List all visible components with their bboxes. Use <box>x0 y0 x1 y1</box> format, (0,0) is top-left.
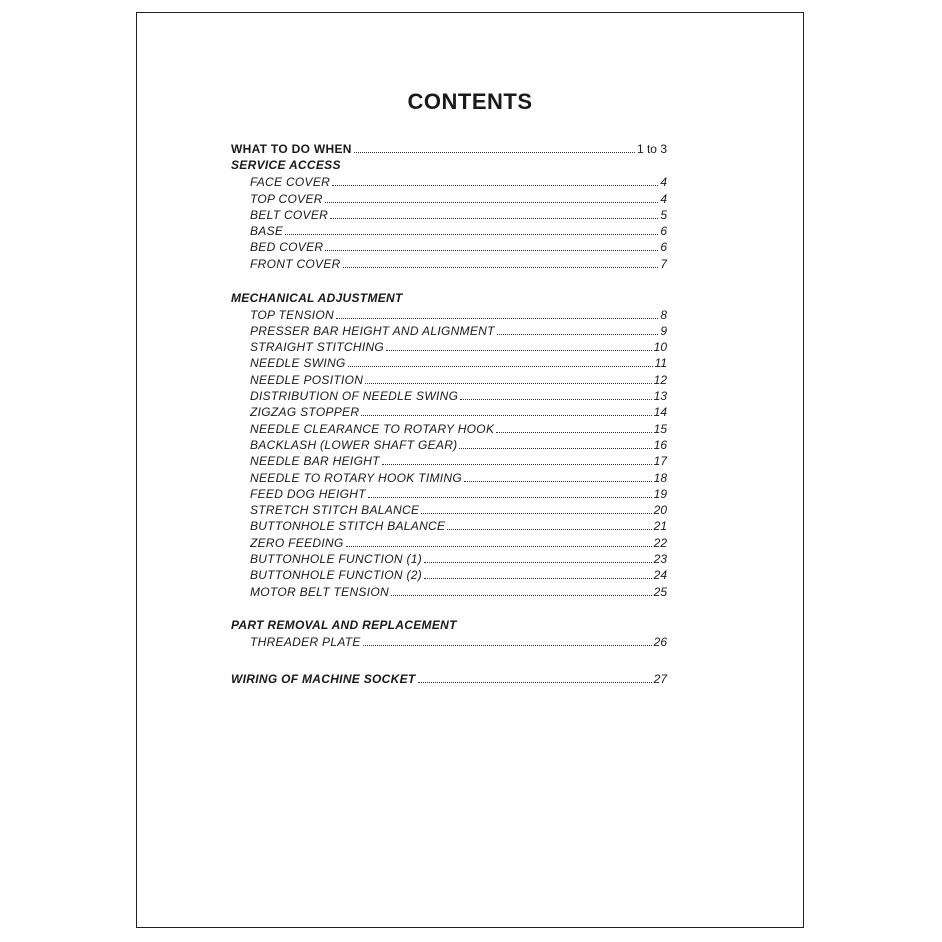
toc-entry[interactable] <box>231 535 667 551</box>
dot-leader <box>363 645 652 646</box>
dot-leader <box>285 234 658 235</box>
toc-entry[interactable] <box>231 551 667 567</box>
toc-entry[interactable] <box>231 207 667 223</box>
toc-entry[interactable] <box>231 584 667 600</box>
dot-leader <box>424 562 652 563</box>
toc-entry[interactable] <box>231 372 667 388</box>
toc-entry-page: 22 <box>653 535 667 550</box>
toc-entry[interactable] <box>231 486 667 502</box>
toc-entry-page: 20 <box>653 503 667 518</box>
toc-entry-page: 15 <box>653 421 667 436</box>
dot-leader <box>447 529 651 530</box>
toc-entry-page: 14 <box>653 405 667 420</box>
toc-entry-label: TOP TENSION <box>250 307 334 322</box>
dot-leader <box>325 250 658 251</box>
section-heading-part-removal: PART REMOVAL AND REPLACEMENT <box>231 618 457 633</box>
toc-entry-page: 24 <box>653 568 667 583</box>
toc-entry-page: 21 <box>653 519 667 534</box>
toc-entry[interactable] <box>231 567 667 583</box>
toc-entry-page: 4 <box>660 175 667 190</box>
dot-leader <box>368 497 652 498</box>
toc-entry-wiring-of-machine-socket[interactable] <box>231 671 667 687</box>
toc-entry[interactable] <box>231 191 667 207</box>
toc-entry-label: BUTTONHOLE FUNCTION (1) <box>250 552 423 567</box>
toc-entry-page: 6 <box>660 240 667 255</box>
toc-entry-page: 6 <box>660 224 667 239</box>
toc-entry-page: 13 <box>653 389 667 404</box>
dot-leader <box>424 578 652 579</box>
toc-entry-label: DISTRIBUTION OF NEEDLE SWING <box>250 389 459 404</box>
dot-leader <box>497 334 659 335</box>
mechanical-adjustment-list <box>231 307 667 600</box>
toc-entry-page: 11 <box>654 356 667 371</box>
toc-entry-label: FRONT COVER <box>250 256 341 271</box>
toc-entry-label: FEED DOG HEIGHT <box>250 486 366 501</box>
section-heading-mechanical-adjustment: MECHANICAL ADJUSTMENT <box>231 290 403 305</box>
dot-leader <box>348 366 653 367</box>
dot-leader <box>332 185 658 186</box>
toc-entry-label: PRESSER BAR HEIGHT AND ALIGNMENT <box>250 323 495 338</box>
toc-entry-label: NEEDLE SWING <box>250 356 346 371</box>
toc-entry-label: BED COVER <box>250 240 324 255</box>
toc-entry[interactable] <box>231 323 667 339</box>
toc-entry-label: BUTTONHOLE FUNCTION (2) <box>250 568 423 583</box>
toc-entry-label: THREADER PLATE <box>250 635 361 650</box>
toc-entry-what-to-do-when[interactable] <box>231 141 667 157</box>
dot-leader <box>459 448 651 449</box>
dot-leader <box>325 202 659 203</box>
part-removal-list <box>231 634 667 650</box>
toc-entry[interactable] <box>231 634 667 650</box>
toc-entry-page: 5 <box>660 207 667 222</box>
toc-entry-label: TOP COVER <box>250 191 323 206</box>
dot-leader <box>346 546 652 547</box>
toc-entry[interactable] <box>231 256 667 272</box>
toc-entry[interactable] <box>231 404 667 420</box>
toc-entry-page: 19 <box>653 486 667 501</box>
toc-entry[interactable] <box>231 388 667 404</box>
dot-leader <box>330 218 658 219</box>
toc-entry-label: WHAT TO DO WHEN <box>231 142 352 156</box>
toc-entry-page: 4 <box>660 191 667 206</box>
dot-leader <box>354 152 635 153</box>
toc-entry-label: NEEDLE TO ROTARY HOOK TIMING <box>250 470 462 485</box>
toc-entry-label: STRETCH STITCH BALANCE <box>250 503 420 518</box>
toc-entry-page: 7 <box>660 256 667 271</box>
toc-entry-page: 10 <box>653 340 667 355</box>
dot-leader <box>418 682 652 683</box>
toc-entry-label: NEEDLE CLEARANCE TO ROTARY HOOK <box>250 421 495 436</box>
toc-entry-label: NEEDLE BAR HEIGHT <box>250 454 380 469</box>
toc-entry-label: BELT COVER <box>250 207 329 222</box>
table-of-contents <box>231 141 667 687</box>
toc-entry-page: 8 <box>660 307 667 322</box>
toc-entry[interactable] <box>231 339 667 355</box>
toc-entry-label: ZIGZAG STOPPER <box>250 405 360 420</box>
toc-entry-label: STRAIGHT STITCHING <box>250 340 385 355</box>
toc-entry-label: MOTOR BELT TENSION <box>250 584 389 599</box>
toc-entry[interactable] <box>231 223 667 239</box>
toc-entry-label: NEEDLE POSITION <box>250 372 364 387</box>
page-title: CONTENTS <box>407 89 533 114</box>
service-access-list <box>231 174 667 272</box>
toc-entry-page: 17 <box>653 454 667 469</box>
toc-entry-label: BACKLASH (LOWER SHAFT GEAR) <box>250 437 458 452</box>
toc-entry[interactable] <box>231 239 667 255</box>
toc-entry[interactable] <box>231 174 667 190</box>
toc-entry[interactable] <box>231 470 667 486</box>
toc-entry[interactable] <box>231 518 667 534</box>
dot-leader <box>460 399 651 400</box>
toc-entry-page: 18 <box>653 470 667 485</box>
toc-entry-label: ZERO FEEDING <box>250 535 344 550</box>
dot-leader <box>496 432 651 433</box>
section-heading-service-access: SERVICE ACCESS <box>231 158 341 173</box>
toc-entry-page: 26 <box>653 635 667 650</box>
toc-entry[interactable] <box>231 421 667 437</box>
toc-entry-label: BUTTONHOLE STITCH BALANCE <box>250 519 446 534</box>
toc-entry-page: 9 <box>660 323 667 338</box>
document-page <box>136 12 804 928</box>
toc-entry-page: 23 <box>653 552 667 567</box>
dot-leader <box>343 267 659 268</box>
dot-leader <box>365 383 651 384</box>
toc-entry[interactable] <box>231 307 667 323</box>
dot-leader <box>391 595 652 596</box>
toc-entry-page: 25 <box>653 584 667 599</box>
dot-leader <box>464 481 652 482</box>
toc-entry-page: 12 <box>653 372 667 387</box>
dot-leader <box>336 318 658 319</box>
dot-leader <box>386 350 652 351</box>
toc-entry-label: BASE <box>250 224 284 239</box>
toc-entry[interactable] <box>231 502 667 518</box>
toc-entry[interactable] <box>231 355 667 371</box>
dot-leader <box>361 415 651 416</box>
toc-entry-page: 16 <box>653 437 667 452</box>
dot-leader <box>421 513 651 514</box>
toc-entry[interactable] <box>231 453 667 469</box>
toc-entry-page: 27 <box>653 671 667 686</box>
toc-entry-label: FACE COVER <box>250 175 331 190</box>
toc-entry-label: WIRING OF MACHINE SOCKET <box>231 671 416 686</box>
toc-entry[interactable] <box>231 437 667 453</box>
toc-entry-page: 1 to 3 <box>636 142 667 156</box>
dot-leader <box>382 464 652 465</box>
